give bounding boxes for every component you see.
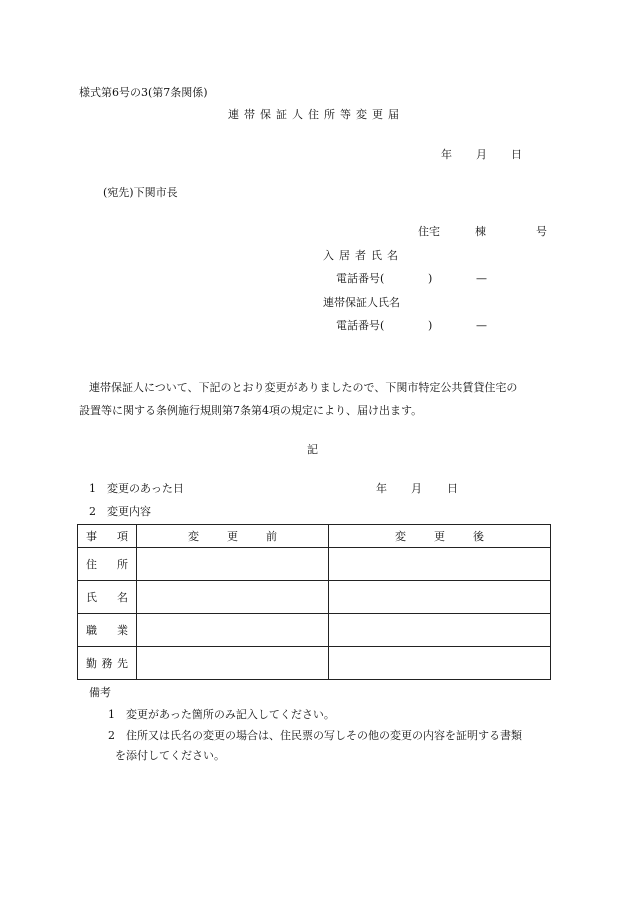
date-day: 日 <box>511 148 522 161</box>
housing-label: 住宅 <box>418 225 440 238</box>
guarantor-name-label: 連帯保証人氏名 <box>323 296 400 309</box>
table-row <box>78 581 551 614</box>
tenant-phone-label: 電話番号( <box>336 272 385 285</box>
cell-after-address[interactable] <box>329 548 551 581</box>
body-text-line1: 連帯保証人について、下記のとおり変更がありましたので、下関市特定公共賃貸住宅の <box>89 381 518 394</box>
document-title: 連帯保証人住所等変更届 <box>228 108 404 121</box>
tenant-name-label: 入居者氏名 <box>323 249 403 262</box>
header-before: 変更前 <box>137 525 329 548</box>
item1-label: 1 変更のあった日 <box>89 482 184 495</box>
note-2-line1: 2 住所又は氏名の変更の場合は、住民票の写しその他の変更の内容を証明する書類 <box>108 729 522 742</box>
ki-heading: 記 <box>307 443 318 456</box>
cell-before-occupation[interactable] <box>137 614 329 647</box>
row-label-address: 住所 <box>78 548 137 581</box>
changes-table <box>77 524 551 680</box>
building-label: 棟 <box>475 225 486 238</box>
note-1: 1 変更があった箇所のみ記入してください。 <box>108 708 335 721</box>
table-row <box>78 548 551 581</box>
tenant-phone-dash: — <box>476 272 487 285</box>
table-row <box>78 647 551 680</box>
header-item: 事項 <box>78 525 137 548</box>
cell-before-name[interactable] <box>137 581 329 614</box>
item2-label: 2 変更内容 <box>89 505 151 518</box>
form-number: 様式第6号の3(第7条関係) <box>79 86 208 99</box>
tenant-phone-close: ) <box>428 272 433 285</box>
note-2-line2: を添付してください。 <box>115 749 225 762</box>
row-label-occupation: 職業 <box>78 614 137 647</box>
cell-before-workplace[interactable] <box>137 647 329 680</box>
body-text-line2: 設置等に関する条例施行規則第7条第4項の規定により、届け出ます。 <box>79 404 423 417</box>
date-month: 月 <box>476 148 487 161</box>
cell-after-occupation[interactable] <box>329 614 551 647</box>
row-label-workplace: 勤務先 <box>78 647 137 680</box>
item1-month: 月 <box>411 482 422 495</box>
item1-year: 年 <box>376 482 387 495</box>
notes-heading: 備考 <box>89 686 111 699</box>
date-year: 年 <box>441 148 452 161</box>
room-number-label: 号 <box>536 225 547 238</box>
cell-before-address[interactable] <box>137 548 329 581</box>
row-label-name: 氏名 <box>78 581 137 614</box>
guarantor-phone-label: 電話番号( <box>336 319 385 332</box>
table-header-row <box>78 525 551 548</box>
table-row <box>78 614 551 647</box>
item1-day: 日 <box>447 482 458 495</box>
cell-after-name[interactable] <box>329 581 551 614</box>
guarantor-phone-close: ) <box>428 319 433 332</box>
guarantor-phone-dash: — <box>476 319 487 332</box>
cell-after-workplace[interactable] <box>329 647 551 680</box>
header-after: 変更後 <box>329 525 551 548</box>
addressee: (宛先)下関市長 <box>103 186 178 199</box>
